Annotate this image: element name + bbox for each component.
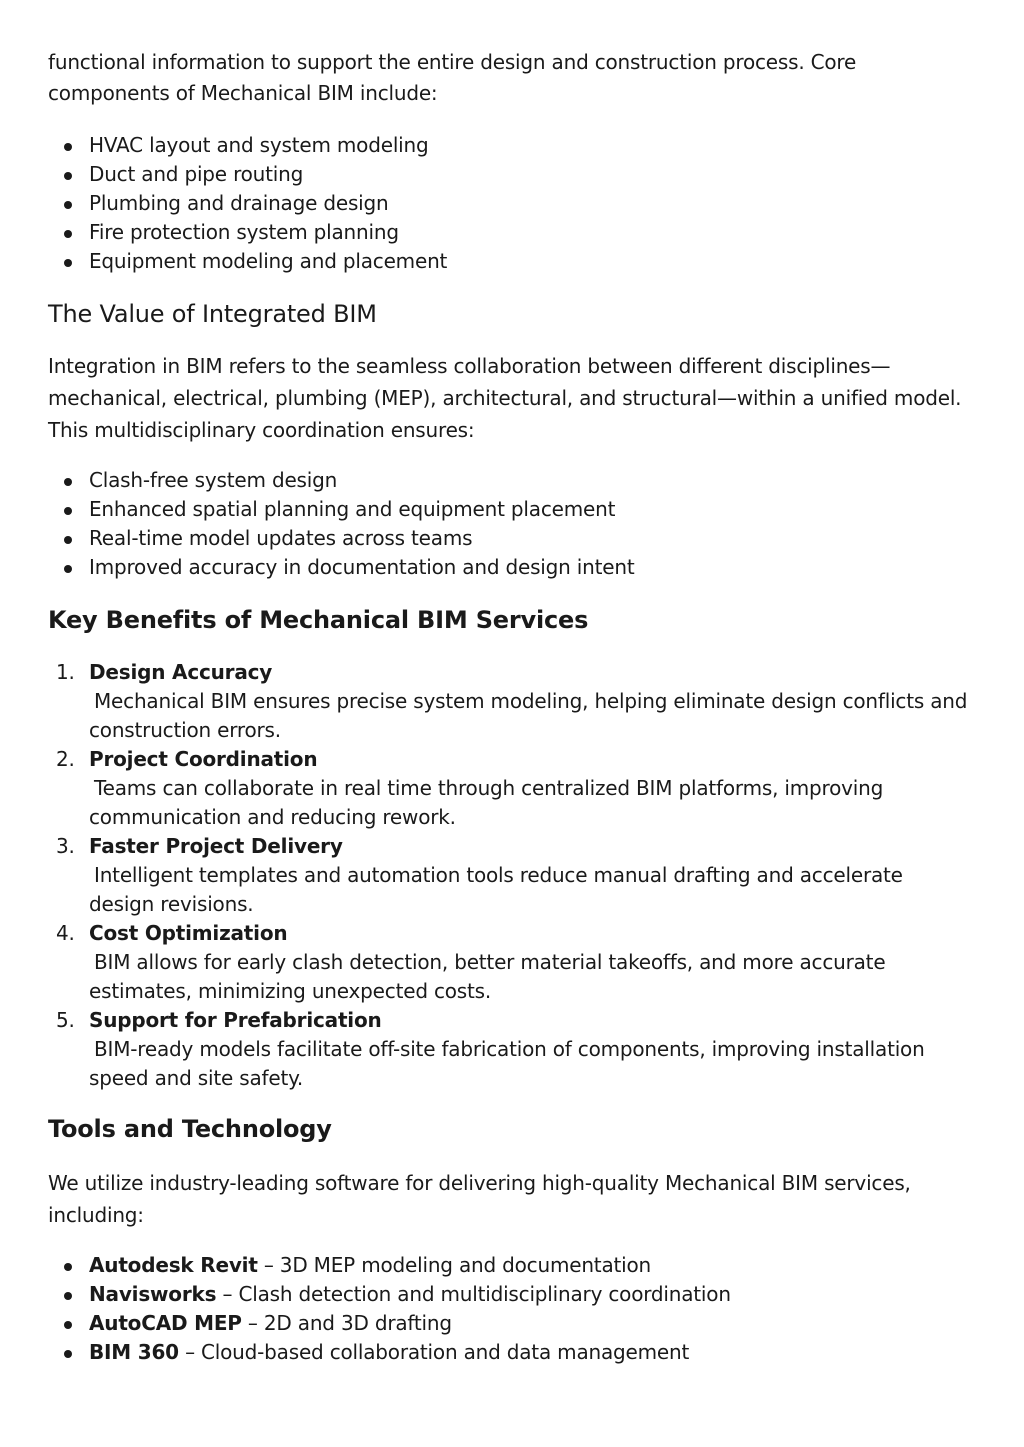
- benefit-title: Project Coordination: [89, 747, 318, 771]
- tool-name: Navisworks: [89, 1282, 217, 1306]
- benefit-item: [48, 658, 978, 745]
- tools-list: [48, 1251, 978, 1367]
- list-number: 4.: [56, 921, 75, 945]
- bullet-icon: [64, 1292, 72, 1300]
- benefit-title: Faster Project Delivery: [89, 834, 343, 858]
- benefit-description-cont: design revisions.: [89, 892, 254, 916]
- benefit-item: [48, 1006, 978, 1093]
- tool-item: [48, 1338, 978, 1367]
- benefits-section-heading: Key Benefits of Mechanical BIM Services: [48, 606, 589, 634]
- benefit-description: Intelligent templates and automation tools reduce manual drafting and accelerate: [94, 863, 903, 887]
- benefit-title: Design Accuracy: [89, 660, 273, 684]
- list-number: 1.: [56, 660, 75, 684]
- tool-item: [48, 1309, 978, 1338]
- tool-item: [48, 1251, 978, 1280]
- value-section-paragraph: Integration in BIM refers to the seamless collaboration between different disciplines—mechanical, electrical, plumbing (MEP), architectural, and structural—within a unified model. This multidisciplinary coordination ensures:: [48, 354, 962, 442]
- benefit-item: [48, 919, 978, 1006]
- tool-name: AutoCAD MEP: [89, 1311, 242, 1335]
- bullet-icon: [64, 1263, 72, 1271]
- tool-description: – Cloud-based collaboration and data management: [178, 1340, 690, 1364]
- list-item: Fire protection system planning: [48, 218, 978, 247]
- tool-item: [48, 1280, 978, 1309]
- benefit-title: Cost Optimization: [89, 921, 288, 945]
- bullet-icon: [64, 201, 72, 209]
- benefit-description-cont: communication and reducing rework.: [89, 805, 456, 829]
- benefit-title: Support for Prefabrication: [89, 1008, 382, 1032]
- value-section-list: [48, 466, 978, 582]
- list-number: 2.: [56, 747, 75, 771]
- tools-section-heading: Tools and Technology: [48, 1115, 332, 1143]
- bullet-icon: [64, 230, 72, 238]
- list-item: Real-time model updates across teams: [48, 524, 978, 553]
- tool-description: – 2D and 3D drafting: [241, 1311, 452, 1335]
- bullet-icon: [64, 1321, 72, 1329]
- bullet-icon: [64, 1350, 72, 1358]
- core-components-list: [48, 131, 978, 276]
- list-number: 3.: [56, 834, 75, 858]
- tool-name: BIM 360: [89, 1340, 179, 1364]
- list-item: Equipment modeling and placement: [48, 247, 978, 276]
- tool-description: – Clash detection and multidisciplinary coordination: [216, 1282, 731, 1306]
- bullet-icon: [64, 536, 72, 544]
- benefit-description: Mechanical BIM ensures precise system modeling, helping eliminate design conflicts and: [94, 689, 968, 713]
- list-item: Duct and pipe routing: [48, 160, 978, 189]
- benefit-description-cont: estimates, minimizing unexpected costs.: [89, 979, 492, 1003]
- tool-name: Autodesk Revit: [89, 1253, 258, 1277]
- bullet-icon: [64, 259, 72, 267]
- benefit-description-cont: speed and site safety.: [89, 1066, 304, 1090]
- document-page: [48, 47, 978, 1367]
- benefit-item: [48, 745, 978, 832]
- list-item: Clash-free system design: [48, 466, 978, 495]
- benefit-item: [48, 832, 978, 919]
- benefits-list: [48, 658, 978, 1093]
- bullet-icon: [64, 143, 72, 151]
- benefit-description: BIM-ready models facilitate off-site fabrication of components, improving installation: [94, 1037, 925, 1061]
- list-item: Enhanced spatial planning and equipment placement: [48, 495, 978, 524]
- bullet-icon: [64, 172, 72, 180]
- list-item: Plumbing and drainage design: [48, 189, 978, 218]
- bullet-icon: [64, 478, 72, 486]
- benefit-description-cont: construction errors.: [89, 718, 281, 742]
- list-item: HVAC layout and system modeling: [48, 131, 978, 160]
- benefit-description: BIM allows for early clash detection, better material takeoffs, and more accurate: [94, 950, 886, 974]
- bullet-icon: [64, 507, 72, 515]
- benefit-description: Teams can collaborate in real time through centralized BIM platforms, improving: [94, 776, 884, 800]
- value-section-heading: The Value of Integrated BIM: [48, 300, 377, 328]
- tool-description: – 3D MEP modeling and documentation: [257, 1253, 652, 1277]
- list-item: Improved accuracy in documentation and design intent: [48, 553, 978, 582]
- list-number: 5.: [56, 1008, 75, 1032]
- bullet-icon: [64, 565, 72, 573]
- intro-paragraph: functional information to support the entire design and construction process. Core components of Mechanical BIM include:: [48, 50, 857, 105]
- tools-section-paragraph: We utilize industry-leading software for delivering high-quality Mechanical BIM services, including:: [48, 1171, 911, 1227]
